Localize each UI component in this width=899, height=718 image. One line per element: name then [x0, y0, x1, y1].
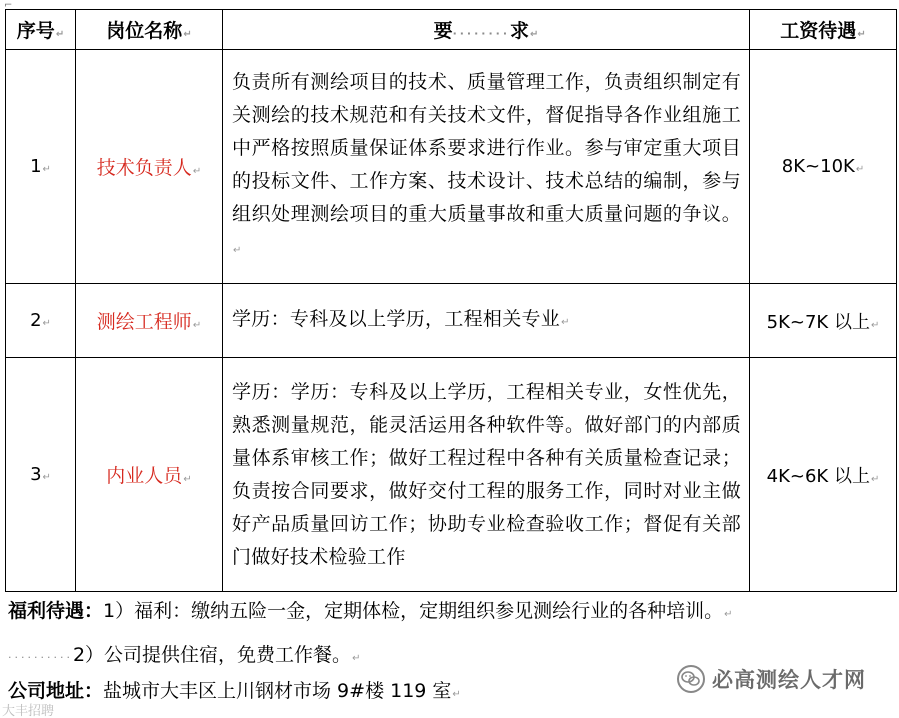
- position-requirement: 学历：专科及以上学历，工程相关专业↵: [223, 284, 750, 358]
- position-pay: 5K~7K 以上↵: [750, 284, 897, 358]
- corner-mark: ⌐: [4, 0, 13, 11]
- address-value: 盐城市大丰区上川钢材市场 9#楼 119 室: [103, 680, 452, 702]
- jobs-table: [5, 9, 897, 592]
- position-name: 内业人员↵: [76, 358, 223, 592]
- corner-watermark: 大丰招聘: [2, 704, 55, 718]
- table-row: [6, 284, 897, 358]
- position-pay: 4K~6K 以上↵: [750, 358, 897, 592]
- watermark-text: 必高测绘人才网: [712, 668, 866, 692]
- row-no: 2↵: [6, 284, 76, 358]
- indent-dots: ··········: [8, 651, 73, 664]
- position-requirement: 负责所有测绘项目的技术、质量管理工作，负责组织制定有关测绘的技术规范和有关技术文件，督促指导各作业组施工中严格按照质量保证体系要求进行作业。参与审定重大项目的投标文件、工作方案、技术设计、技术总结的编制，参与组织处理测绘项目的重大质量事故和重大质量问题的争议。↵: [223, 50, 750, 284]
- row-no: 1↵: [6, 50, 76, 284]
- position-requirement: 学历：学历：专科及以上学历，工程相关专业，女性优先，熟悉测量规范，能灵活运用各种软件等。做好部门的内部质量体系审核工作；做好工程过程中各种有关质量检查记录；负责按合同要求，做好交付工程的服务工作，同时对业主做好产品质量回访工作；协助专业检查验收工作；督促有关部门做好技术检验工作: [223, 358, 750, 592]
- header-name: 岗位名称↵: [76, 10, 223, 50]
- row-no: 3↵: [6, 358, 76, 592]
- welfare-item-1: 1）福利：缴纳五险一金，定期体检，定期组织参见测绘行业的各种培训。: [103, 600, 724, 622]
- address-line: 公司地址：盐城市大丰区上川钢材市场 9#楼 119 室↵: [8, 680, 461, 702]
- table-row: [6, 50, 897, 284]
- welfare-item-2: 2）公司提供住宿，免费工作餐。: [72, 644, 352, 666]
- welfare-label: 福利待遇：: [8, 600, 104, 622]
- watermark: [676, 664, 866, 694]
- position-name: 技术负责人↵: [76, 50, 223, 284]
- table-row: [6, 358, 897, 592]
- header-no: 序号↵: [6, 10, 76, 50]
- header-pay: 工资待遇↵: [750, 10, 897, 50]
- table-header-row: [6, 10, 897, 50]
- welfare-line-1: 福利待遇：1）福利：缴纳五险一金，定期体检，定期组织参见测绘行业的各种培训。↵: [8, 600, 733, 622]
- position-name: 测绘工程师↵: [76, 284, 223, 358]
- header-requirement: 要········求↵: [223, 10, 750, 50]
- position-pay: 8K~10K↵: [750, 50, 897, 284]
- address-label: 公司地址：: [8, 680, 104, 702]
- wechat-icon: [676, 664, 706, 694]
- welfare-line-2: ··········2）公司提供住宿，免费工作餐。↵: [8, 644, 361, 666]
